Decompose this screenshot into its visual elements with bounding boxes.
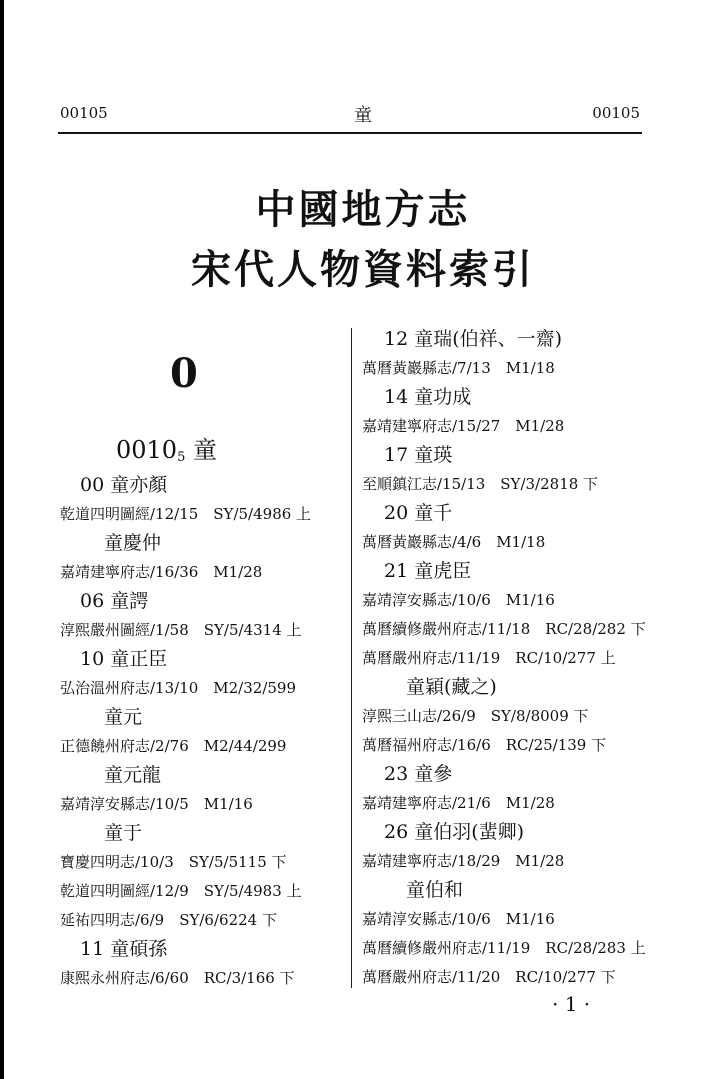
entry-reference: 嘉靖建寧府志/21/6 M1/28 [362,794,555,812]
group-code-sub: 5 [177,450,186,465]
entry-reference: 正德饒州府志/2/76 M2/44/299 [60,737,287,755]
entry-reference: 萬曆嚴州府志/11/19 RC/10/277 上 [362,649,616,667]
header-rule [58,132,642,134]
entry-reference: 嘉靖淳安縣志/10/6 M1/16 [362,591,555,609]
entry-reference: 嘉靖建寧府志/18/29 M1/28 [362,852,565,870]
entry-heading: 12 童瑞(伯祥、一齋) [384,328,563,350]
entry-heading: 26 童伯羽(蜚卿) [384,821,525,843]
entry-heading: 00 童亦顏 [80,474,168,496]
entry-reference: 萬曆黃巖縣志/7/13 M1/18 [362,359,555,377]
entry-heading: 童慶仲 [104,532,162,554]
entry-reference: 萬曆黃巖縣志/4/6 M1/18 [362,533,546,551]
entry-heading: 童元龍 [104,764,162,786]
entry-reference: 嘉靖建寧府志/15/27 M1/28 [362,417,565,435]
entry-heading: 10 童正臣 [80,648,168,670]
entry-reference: 乾道四明圖經/12/15 SY/5/4986 上 [60,505,312,523]
group-heading [116,430,217,465]
entry-heading: 23 童參 [384,763,453,785]
entry-reference: 至順鎮江志/15/13 SY/3/2818 下 [362,475,599,493]
section-digit: 0 [170,350,198,397]
scan-edge [0,0,4,1079]
entry-heading: 童伯和 [406,879,464,901]
header-code-right: 00105 [592,104,640,122]
entry-reference: 弘治溫州府志/13/10 M2/32/599 [60,679,297,697]
entry-heading: 17 童瑛 [384,444,453,466]
entry-heading: 童元 [104,706,143,728]
entry-heading: 06 童諤 [80,590,149,612]
entry-reference: 嘉靖淳安縣志/10/6 M1/16 [362,910,555,928]
entry-reference: 淳熙嚴州圖經/1/58 SY/5/4314 上 [60,621,302,639]
title-line-2: 宋代人物資料索引 [191,246,535,293]
page-number: · 1 · [552,992,591,1016]
entry-reference: 嘉靖建寧府志/16/36 M1/28 [60,563,263,581]
entry-reference: 乾道四明圖經/12/9 SY/5/4983 上 [60,882,302,900]
entry-heading: 14 童功成 [384,386,472,408]
entry-reference: 萬曆續修嚴州府志/11/18 RC/28/282 下 [362,620,646,638]
entry-heading: 11 童碩孫 [80,938,168,960]
entry-reference: 嘉靖淳安縣志/10/5 M1/16 [60,795,253,813]
header-character: 童 [354,105,372,126]
entry-heading: 21 童虎臣 [384,560,472,582]
entry-reference: 萬曆續修嚴州府志/11/19 RC/28/283 上 [362,939,646,957]
entry-heading: 童于 [104,822,143,844]
column-divider [351,328,352,988]
entry-reference: 寶慶四明志/10/3 SY/5/5115 下 [60,853,287,871]
group-char: 童 [193,436,217,464]
entry-heading: 20 童千 [384,502,453,524]
entry-reference: 萬曆嚴州府志/11/20 RC/10/277 下 [362,968,616,986]
entry-reference: 康熙永州府志/6/60 RC/3/166 下 [60,969,295,987]
header-code-left: 00105 [60,104,108,122]
entry-reference: 萬曆福州府志/16/6 RC/25/139 下 [362,736,607,754]
entry-heading: 童穎(藏之) [406,676,497,698]
title-line-1: 中國地方志 [255,186,471,233]
entry-reference: 淳熙三山志/26/9 SY/8/8009 下 [362,707,589,725]
entry-reference: 延祐四明志/6/9 SY/6/6224 下 [60,911,277,929]
group-code: 0010 [116,436,178,464]
